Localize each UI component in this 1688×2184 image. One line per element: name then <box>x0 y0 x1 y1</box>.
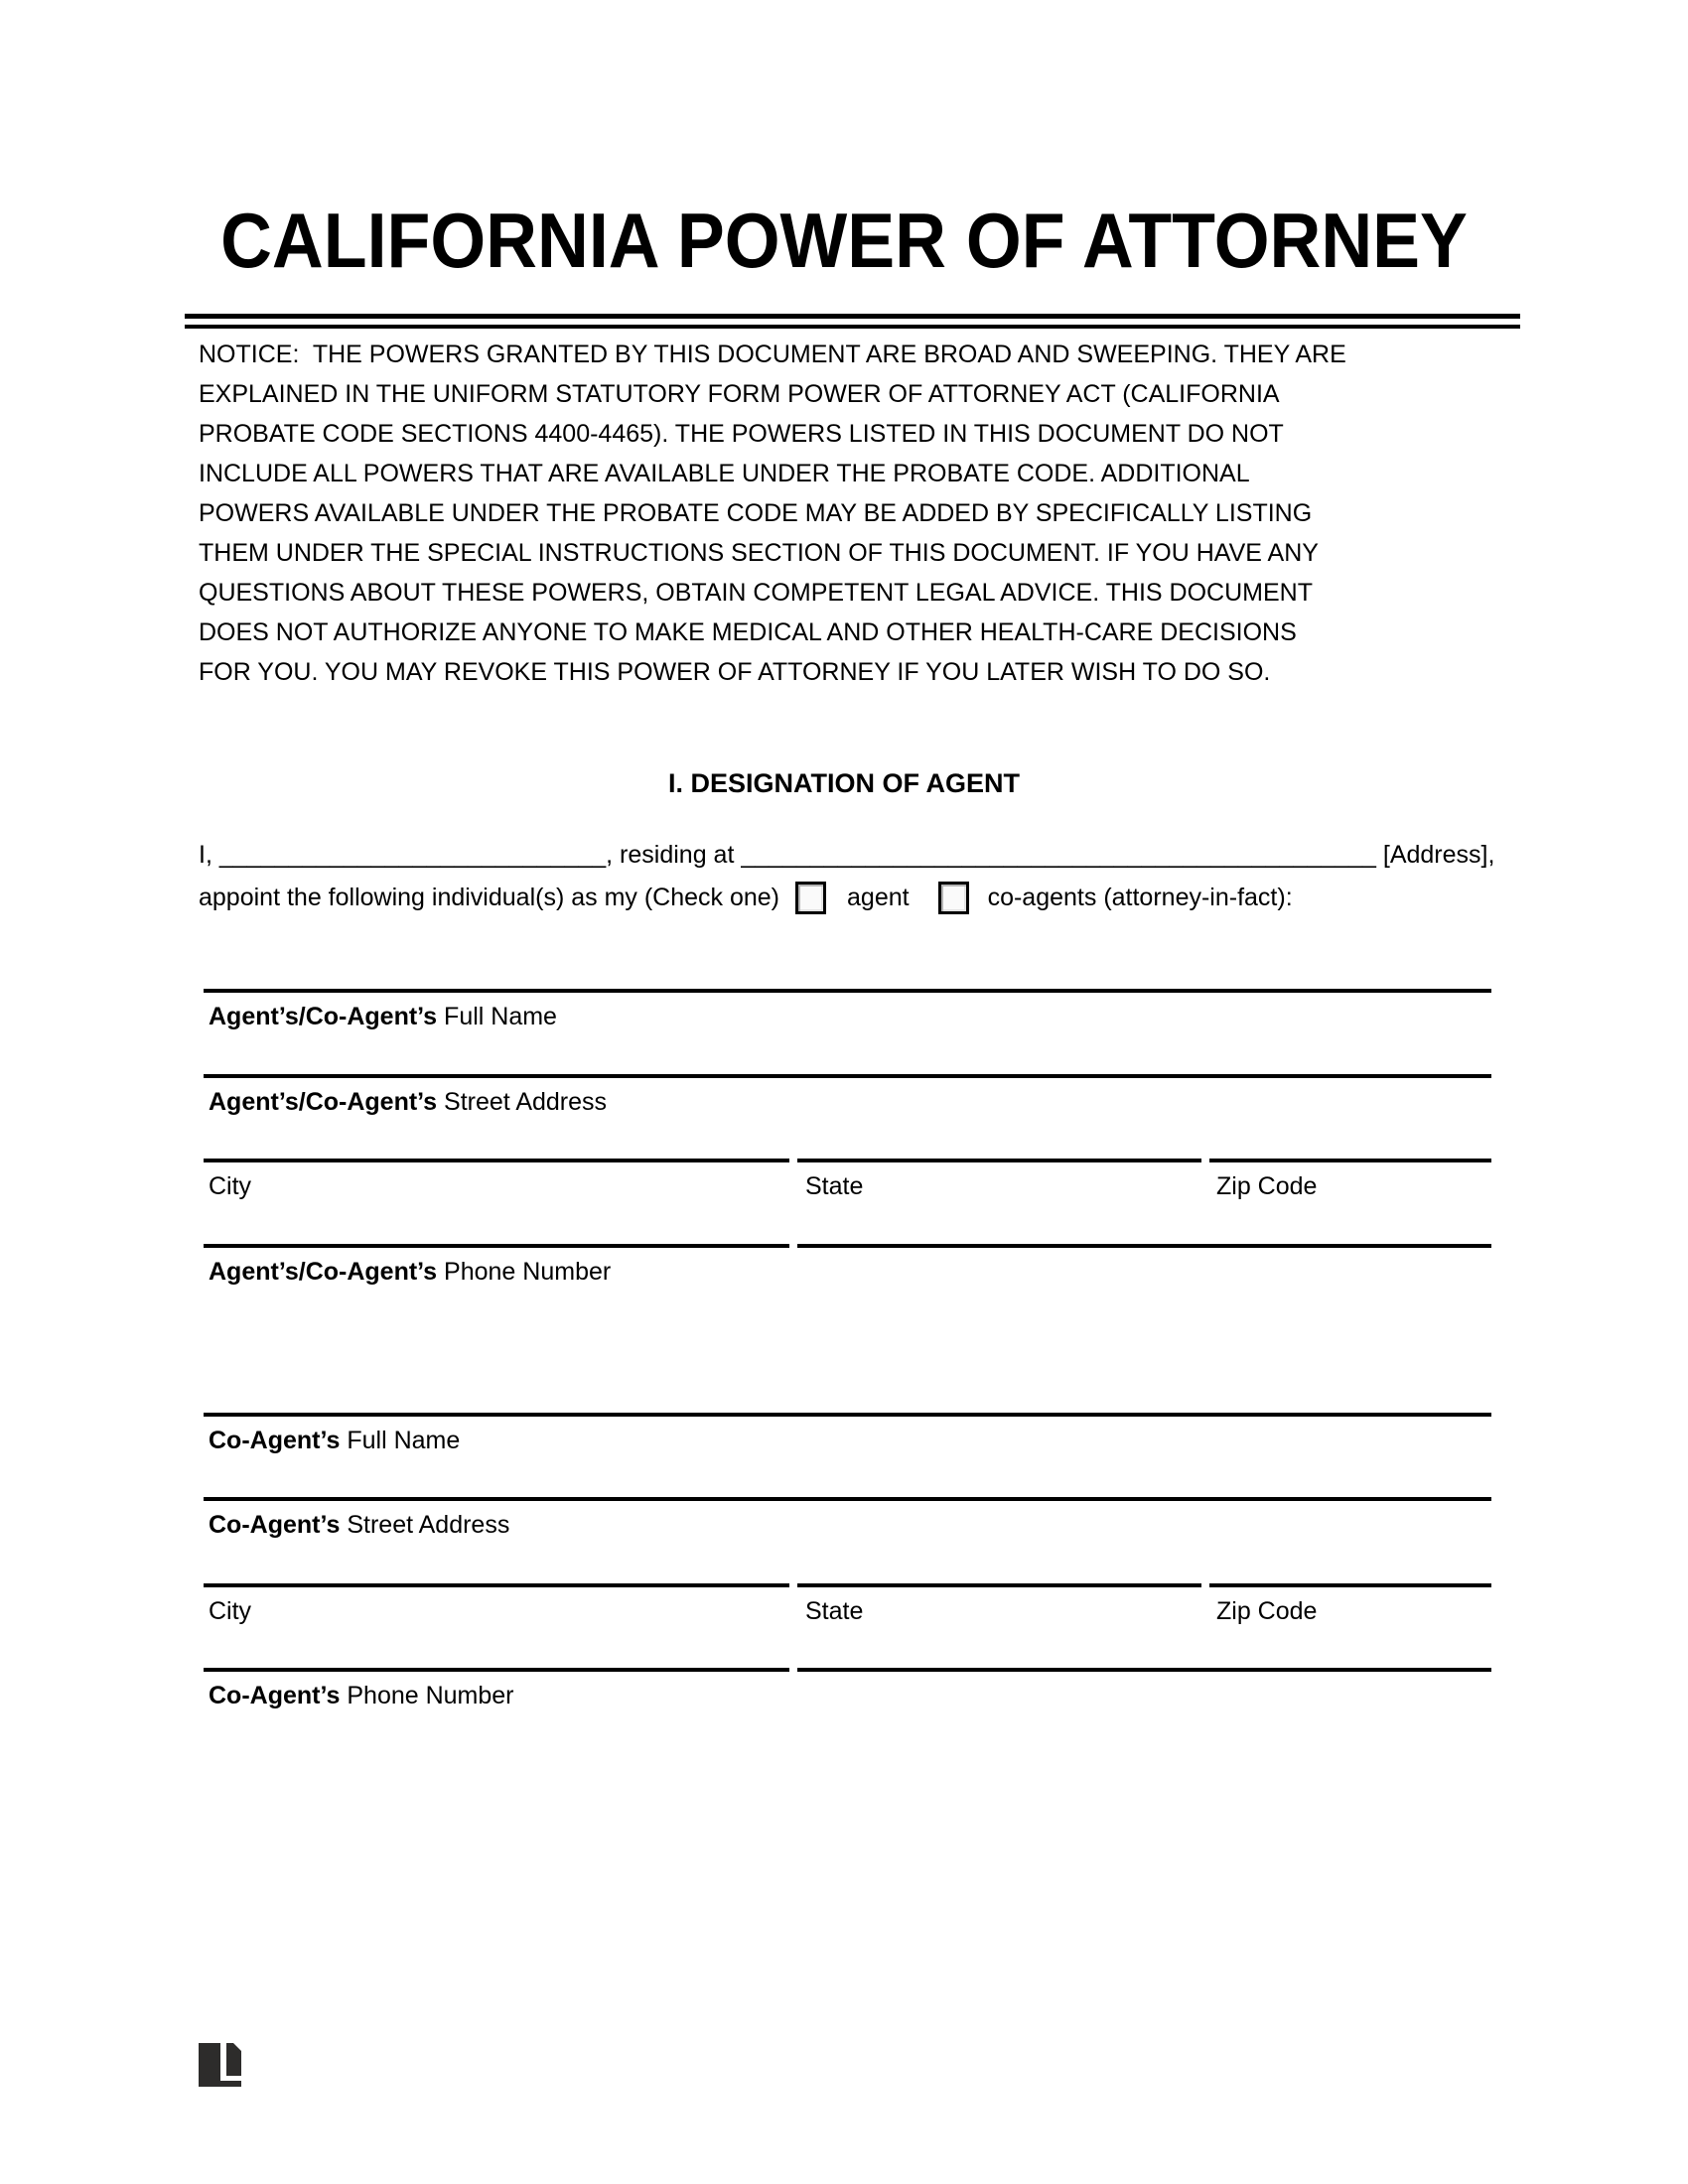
field-co-agent-city-state-zip[interactable] <box>204 1583 1491 1653</box>
zip-code-label: Zip Code <box>1216 1597 1318 1625</box>
field-type-text: Phone Number <box>444 1258 612 1286</box>
state-label: State <box>805 1172 864 1200</box>
state-label: State <box>805 1597 864 1625</box>
section-heading-designation-of-agent: I. DESIGNATION OF AGENT <box>667 768 1020 798</box>
logo-document-fold <box>233 2043 241 2051</box>
field-label <box>209 1002 557 1031</box>
co-agents-option-label: co-agents (attorney-in-fact): <box>987 883 1293 911</box>
field-owner-text: Co-Agent’s <box>209 1427 341 1454</box>
field-agent-phone-number[interactable] <box>204 1244 1491 1313</box>
field-line <box>204 1074 1491 1078</box>
field-line <box>204 1668 789 1672</box>
title-divider-bottom <box>185 325 1520 329</box>
principal-name-blank[interactable]: ____________________________ <box>218 841 607 869</box>
field-line <box>797 1244 1491 1248</box>
zip-code-label: Zip Code <box>1216 1172 1318 1200</box>
field-line-city <box>204 1159 789 1162</box>
field-co-agent-phone-number[interactable] <box>204 1668 1491 1737</box>
field-owner-text: Co-Agent’s <box>209 1511 341 1539</box>
city-label: City <box>209 1172 252 1200</box>
field-type-text: Full Name <box>444 1003 557 1030</box>
field-type-text: Phone Number <box>347 1682 514 1709</box>
legaltemplates-logo <box>199 2043 241 2087</box>
notice-paragraph <box>199 335 1346 692</box>
field-line <box>204 1413 1491 1417</box>
notice-line: POWERS AVAILABLE UNDER THE PROBATE CODE MAY BE ADDED BY SPECIFICALLY LISTING <box>199 499 1313 527</box>
notice-line: DOES NOT AUTHORIZE ANYONE TO MAKE MEDICAL AND OTHER HEALTH-CARE DECISIONS <box>199 618 1297 646</box>
notice-line: EXPLAINED IN THE UNIFORM STATUTORY FORM POWER OF ATTORNEY ACT (CALIFORNIA <box>199 380 1280 408</box>
field-line <box>204 1497 1491 1501</box>
notice-line: NOTICE: THE POWERS GRANTED BY THIS DOCUMENT ARE BROAD AND SWEEPING. THEY ARE <box>199 341 1346 368</box>
field-agent-street-address[interactable] <box>204 1074 1491 1144</box>
field-owner-text: Agent’s/Co-Agent’s <box>209 1258 438 1286</box>
document-title: CALIFORNIA POWER OF ATTORNEY <box>220 197 1468 284</box>
notice-line: QUESTIONS ABOUT THESE POWERS, OBTAIN COMPETENT LEGAL ADVICE. THIS DOCUMENT <box>199 579 1313 607</box>
agent-option-label: agent <box>847 883 910 911</box>
designation-sentence <box>199 837 1494 873</box>
notice-line: INCLUDE ALL POWERS THAT ARE AVAILABLE UNDER THE PROBATE CODE. ADDITIONAL <box>199 460 1250 487</box>
co-agents-checkbox[interactable] <box>938 882 969 914</box>
sentence-suffix: [Address], <box>1375 841 1495 869</box>
field-agent-city-state-zip[interactable] <box>204 1159 1491 1228</box>
logo-letter-gap-horizontal <box>220 2076 241 2081</box>
field-label <box>209 1257 611 1287</box>
notice-line: PROBATE CODE SECTIONS 4400-4465). THE POWERS LISTED IN THIS DOCUMENT DO NOT <box>199 420 1284 448</box>
field-owner-text: Agent’s/Co-Agent’s <box>209 1003 438 1030</box>
sentence-mid: , residing at <box>606 841 742 869</box>
field-co-agent-street-address[interactable] <box>204 1497 1491 1567</box>
appoint-lead-text: appoint the following individual(s) as my (Check one) <box>199 883 780 911</box>
field-line-state <box>797 1159 1201 1162</box>
appoint-sentence <box>199 878 1293 917</box>
field-type-text: Full Name <box>347 1427 461 1454</box>
field-line-state <box>797 1583 1201 1587</box>
field-label <box>209 1087 607 1117</box>
field-line <box>204 989 1491 993</box>
agent-checkbox[interactable] <box>795 882 826 914</box>
field-label <box>209 1426 460 1455</box>
field-line-zip <box>1209 1159 1491 1162</box>
field-type-text: Street Address <box>347 1511 510 1539</box>
notice-line: FOR YOU. YOU MAY REVOKE THIS POWER OF ATTORNEY IF YOU LATER WISH TO DO SO. <box>199 658 1271 686</box>
notice-line: THEM UNDER THE SPECIAL INSTRUCTIONS SECTION OF THIS DOCUMENT. IF YOU HAVE ANY <box>199 539 1319 567</box>
city-label: City <box>209 1597 252 1625</box>
field-line-zip <box>1209 1583 1491 1587</box>
title-divider-top <box>185 314 1520 319</box>
field-co-agent-full-name[interactable] <box>204 1413 1491 1482</box>
field-owner-text: Agent’s/Co-Agent’s <box>209 1088 438 1116</box>
field-line <box>204 1244 789 1248</box>
sentence-prefix: I, <box>199 841 219 869</box>
field-owner-text: Co-Agent’s <box>209 1682 341 1709</box>
field-label <box>209 1510 509 1540</box>
logo-letter-gap-vertical <box>220 2043 226 2076</box>
field-label <box>209 1681 514 1710</box>
field-type-text: Street Address <box>444 1088 608 1116</box>
field-agent-full-name[interactable] <box>204 989 1491 1058</box>
principal-address-blank[interactable]: ______________________________________________ <box>741 841 1376 869</box>
field-line-city <box>204 1583 789 1587</box>
field-line <box>797 1668 1491 1672</box>
